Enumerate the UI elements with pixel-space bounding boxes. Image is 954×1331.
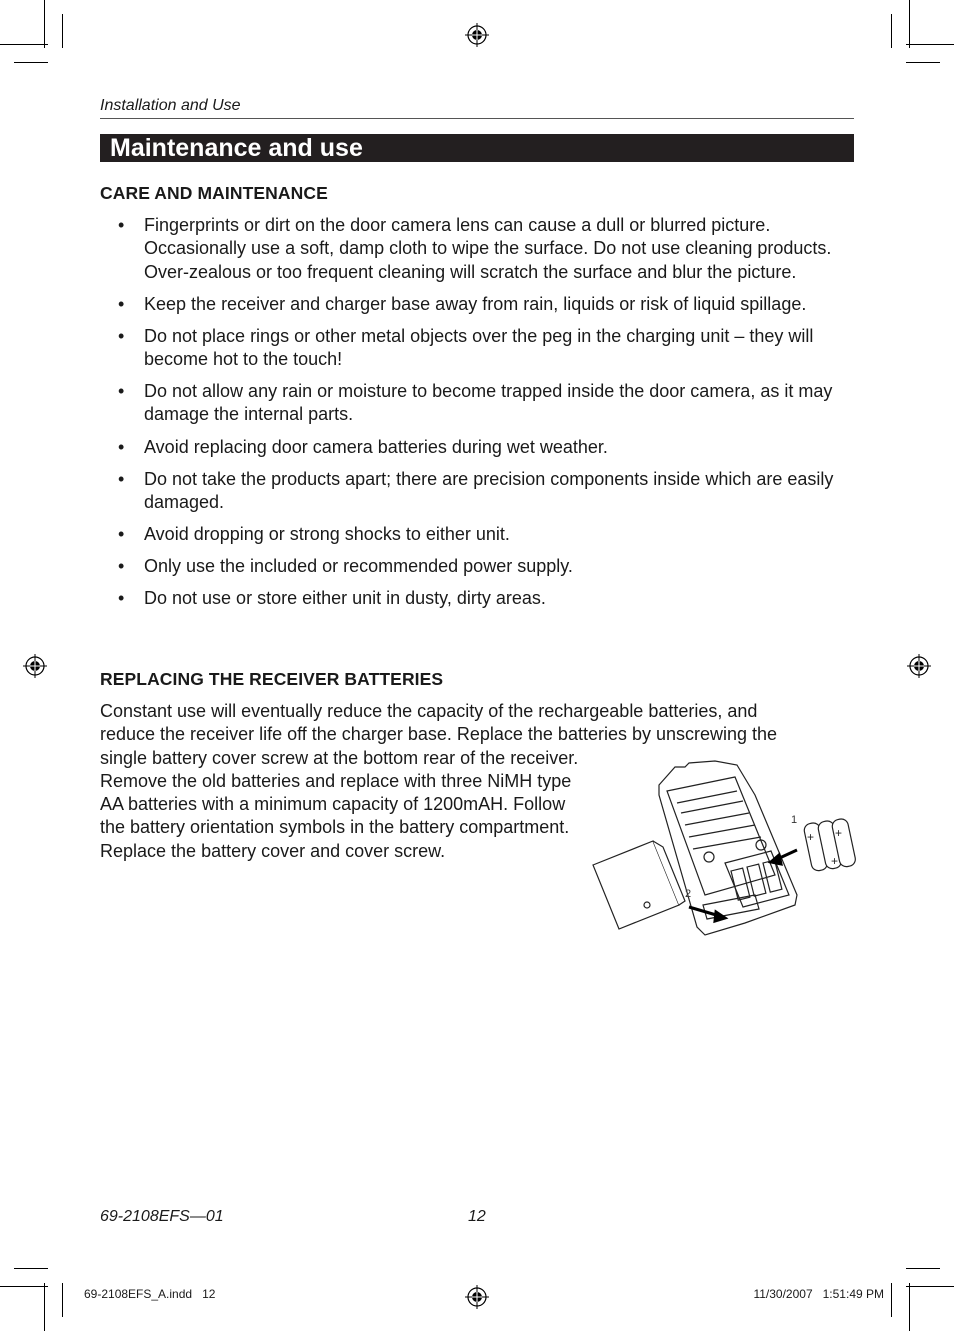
battery-replacement-illustration — [585, 755, 860, 940]
svg-text:+: + — [835, 826, 843, 840]
svg-text:+: + — [831, 854, 839, 868]
document-number: 69-2108EFS—01 — [100, 1208, 224, 1225]
crop-mark — [14, 1268, 48, 1269]
batteries-drawing — [803, 818, 857, 872]
crop-mark — [14, 62, 48, 63]
crop-mark — [44, 0, 45, 48]
crop-mark — [0, 44, 48, 45]
registration-mark-icon — [465, 1285, 489, 1309]
list-item: • Only use the included or recommended power supply. — [100, 555, 860, 578]
crop-mark — [906, 1268, 940, 1269]
crop-mark — [62, 14, 63, 48]
battery-cover-drawing — [593, 841, 685, 929]
paragraph-line: the battery orientation symbols in the battery compartment. — [100, 817, 570, 838]
paragraph-line: reduce the receiver life off the charger base. Replace the batteries by unscrewing the — [100, 724, 778, 745]
crop-mark — [44, 1283, 45, 1331]
crop-mark — [906, 62, 940, 63]
page-number: 12 — [468, 1208, 486, 1225]
svg-text:+: + — [807, 830, 815, 844]
page-title: Maintenance and use — [110, 134, 363, 162]
list-item: • Keep the receiver and charger base away from rain, liquids or risk of liquid spillage. — [100, 293, 860, 316]
slug-filename: 69-2108EFS_A.indd 12 — [84, 1287, 216, 1301]
replacing-heading: REPLACING THE RECEIVER BATTERIES — [100, 669, 444, 689]
step-1-label: 1 — [791, 814, 798, 826]
crop-mark — [62, 1283, 63, 1317]
slug-timestamp: 11/30/2007 1:51:49 PM — [753, 1287, 884, 1301]
crop-mark — [906, 44, 954, 45]
crop-mark — [906, 1286, 954, 1287]
paragraph-line: Remove the old batteries and replace with three NiMH type — [100, 770, 572, 791]
paragraph-line: single battery cover screw at the bottom rear of the receiver. — [100, 747, 579, 768]
registration-mark-icon — [465, 23, 489, 47]
step-2-label: 2 — [685, 888, 692, 900]
crop-mark — [909, 0, 910, 48]
list-item: • Do not place rings or other metal objects over the peg in the charging unit – they will become hot to the touch! — [100, 325, 860, 372]
list-item: • Fingerprints or dirt on the door camera lens can cause a dull or blurred picture. Occasionally use a soft, damp cloth to wipe the surface. Do not use cleaning products. Over-zealous or too frequent cleaning will scratch the surface and blur the picture. — [100, 214, 860, 284]
care-heading: CARE AND MAINTENANCE — [100, 183, 328, 203]
paragraph-line: Constant use will eventually reduce the capacity of the rechargeable batteries, and — [100, 701, 758, 721]
list-item: • Avoid replacing door camera batteries during wet weather. — [100, 436, 860, 459]
registration-mark-icon — [23, 654, 47, 678]
paragraph-line: Replace the battery cover and cover screw. — [100, 840, 446, 861]
crop-mark — [891, 14, 892, 48]
list-item: • Do not allow any rain or moisture to become trapped inside the door camera, as it may damage the internal parts. — [100, 380, 860, 427]
list-item: • Avoid dropping or strong shocks to either unit. — [100, 523, 860, 546]
paragraph-line: AA batteries with a minimum capacity of 1200mAH. Follow — [100, 794, 566, 815]
crop-mark — [0, 1286, 48, 1287]
running-header: Installation and Use — [100, 97, 241, 114]
crop-mark — [909, 1283, 910, 1331]
page-title-bar — [100, 134, 854, 162]
registration-mark-icon — [907, 654, 931, 678]
care-bullet-list — [100, 214, 860, 619]
crop-mark — [891, 1283, 892, 1317]
receiver-back-drawing — [659, 761, 797, 935]
list-item: • Do not take the products apart; there are precision components inside which are easily damaged. — [100, 468, 860, 515]
list-item: • Do not use or store either unit in dusty, dirty areas. — [100, 587, 860, 610]
header-rule — [100, 118, 854, 119]
